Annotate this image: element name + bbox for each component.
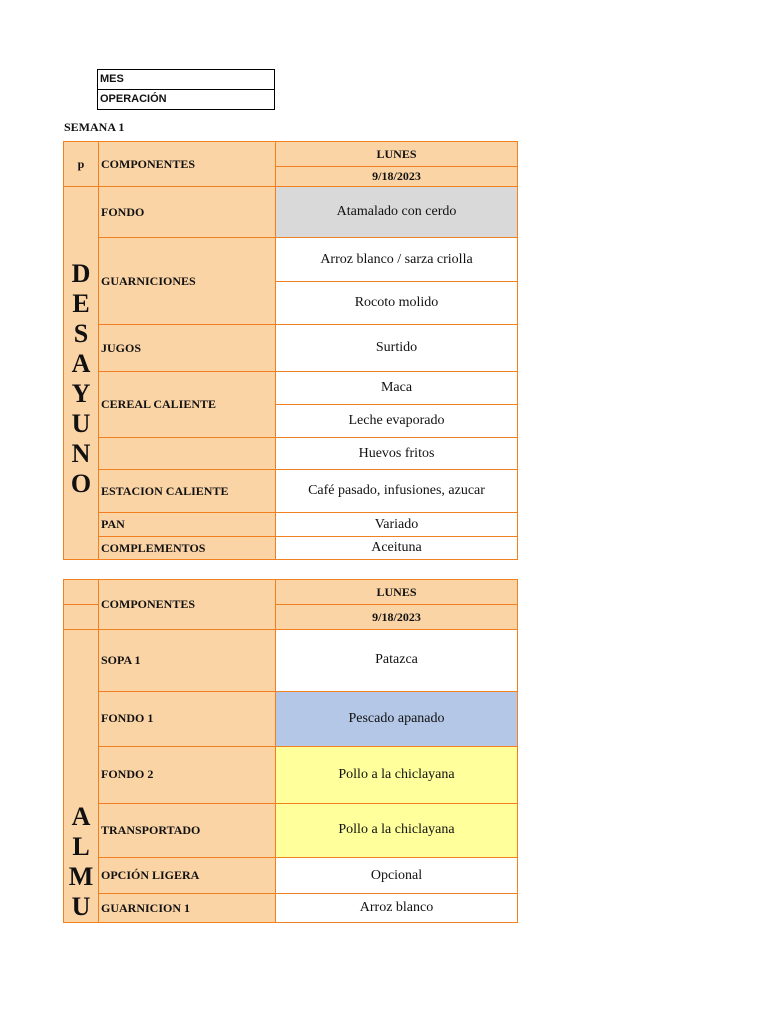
operacion-label: OPERACIÓN [100,93,167,105]
estacion-value: Café pasado, infusiones, azucar [276,470,518,513]
transportado-label: TRANSPORTADO [99,803,276,857]
pan-value: Variado [276,513,518,537]
corner-cell-top [64,580,99,605]
cereal-value-2: Leche evaporado [276,405,518,438]
mes-field [97,69,275,90]
desayuno-vertical-label: D E S A Y U N O [64,187,99,560]
estacion-label: ESTACION CALIENTE [99,470,276,513]
almuerzo-table [63,579,518,923]
ligera-value: Opcional [276,858,518,894]
guarnicion1-value: Arroz blanco [276,894,518,923]
corner-cell: p [64,142,99,187]
huevos-value: Huevos fritos [276,438,518,470]
operacion-field [97,89,275,110]
cereal-label: CEREAL CALIENTE [99,372,276,438]
fondo1-value: Pescado apanado [276,691,518,747]
almuerzo-vertical-label: A L M U [64,630,99,923]
fondo2-value: Pollo a la chiclayana [276,747,518,804]
pan-label: PAN [99,513,276,537]
ligera-label: OPCIÓN LIGERA [99,858,276,894]
jugos-label: JUGOS [99,325,276,372]
guarniciones-value-1: Arroz blanco / sarza criolla [276,238,518,282]
sopa1-label: SOPA 1 [99,630,276,692]
components-header: COMPONENTES [99,142,276,187]
complementos-label: COMPLEMENTOS [99,537,276,560]
cereal-value-1: Maca [276,372,518,405]
desayuno-table [63,141,518,560]
transportado-value: Pollo a la chiclayana [276,803,518,857]
fondo1-label: FONDO 1 [99,691,276,747]
components-header: COMPONENTES [99,580,276,630]
fondo-label: FONDO [99,187,276,238]
day-header: LUNES [276,142,518,167]
corner-cell-bottom [64,605,99,630]
guarnicion1-label: GUARNICION 1 [99,894,276,923]
day-header: LUNES [276,580,518,605]
fondo2-label: FONDO 2 [99,747,276,804]
complementos-value: Aceituna [276,537,518,560]
fondo-value: Atamalado con cerdo [276,187,518,238]
sopa1-value: Patazca [276,630,518,692]
week-label: SEMANA 1 [64,120,125,134]
date-header: 9/18/2023 [276,605,518,630]
huevos-label [99,438,276,470]
guarniciones-label: GUARNICIONES [99,238,276,325]
guarniciones-value-2: Rocoto molido [276,282,518,325]
mes-label: MES [100,73,124,85]
date-header: 9/18/2023 [276,167,518,187]
jugos-value: Surtido [276,325,518,372]
